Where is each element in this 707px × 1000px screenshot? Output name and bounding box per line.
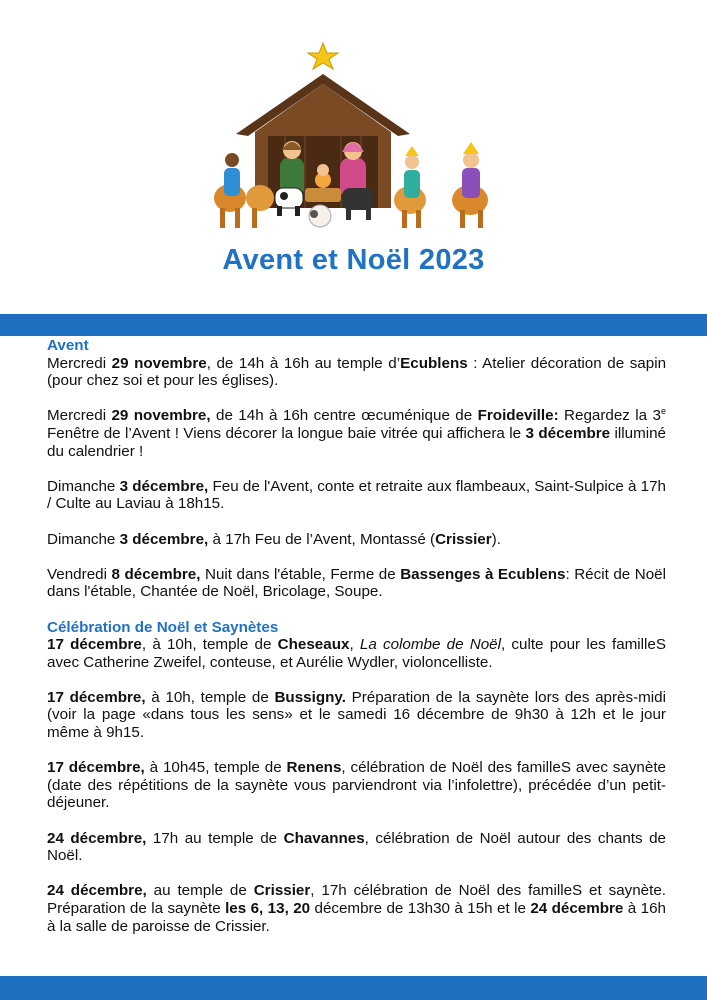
section-heading: Avent <box>47 337 89 354</box>
text-run: : Récit de Noël dans l'étable, Chantée de Noël, Bricolage, Soupe. <box>47 565 666 601</box>
text-run: Dimanche <box>47 530 120 548</box>
text-run: , à 10h, temple de <box>141 636 278 654</box>
text-run: à 10h45, temple de <box>144 759 287 777</box>
text-run: Bassenges à Ecublens <box>400 565 566 583</box>
text-run: Crissier <box>435 530 492 548</box>
text-run: ). <box>491 530 501 548</box>
event-paragraph <box>47 355 666 390</box>
text-run: 17 décembre, <box>47 759 145 777</box>
text-run: Froideville: <box>477 407 559 425</box>
text-run: , <box>349 636 360 654</box>
text-run: à 16h à la salle de paroisse de Crissier. <box>47 900 666 935</box>
text-run: au temple de <box>146 882 254 900</box>
text-run: 29 novembre <box>111 354 207 372</box>
event-paragraph <box>47 759 666 812</box>
section-heading: Célébration de Noël et Saynètes <box>47 618 279 636</box>
text-run: 8 décembre, <box>111 565 201 583</box>
text-run: e <box>660 406 666 417</box>
event-paragraph <box>47 531 666 549</box>
text-run: Vendredi <box>47 565 112 583</box>
event-paragraph <box>47 636 666 671</box>
text-run: La colombe de Noël <box>359 636 501 654</box>
text-run: à 10h, temple de <box>145 688 275 706</box>
text-run: à 17h Feu de l’Avent, Montassé ( <box>208 530 436 548</box>
event-paragraph <box>47 882 666 935</box>
text-run: , culte pour les familleS avec Catherine Zweifel, conteuse, et Aurélie Wydler, violoncelliste. <box>47 636 666 671</box>
text-run: , 17h célébration de Noël des familleS et saynète. Préparation de la saynète <box>47 882 667 917</box>
text-run: Regardez la 3 <box>558 407 661 425</box>
event-paragraph <box>47 830 666 865</box>
text-run: 17 décembre, <box>47 688 146 706</box>
text-run: 24 décembre <box>530 900 624 917</box>
text-run: 24 décembre, <box>47 882 147 900</box>
text-run: 24 décembre, <box>47 829 147 847</box>
header-band <box>0 314 707 336</box>
event-paragraph <box>47 478 666 513</box>
text-run: Chavannes <box>283 829 365 847</box>
text-run: , célébration de Noël des familleS avec saynète (date des répétitions de la saynète vous parviendront via l’infolettre), précédée d’un petit-déjeuner. <box>47 759 666 812</box>
text-run: 17h au temple de <box>146 829 284 847</box>
footer-band <box>0 976 707 1000</box>
text-run: Cheseaux <box>277 636 350 654</box>
text-run: 17 décembre <box>47 636 142 654</box>
nativity-scene-icon <box>210 38 500 233</box>
text-run: Mercredi <box>47 407 112 425</box>
text-run: Nuit dans l'étable, Ferme de <box>200 565 401 583</box>
text-run: Crissier <box>253 882 311 900</box>
text-run: Préparation de la saynète lors des après-midi (voir la page «dans tous les sens» et le samedi 16 décembre de 9h30 à 12h et le jour même à 9h15. <box>47 688 666 742</box>
text-run: , célébration de Noël autour des chants de Noël. <box>47 829 667 865</box>
text-run: décembre de 13h30 à 15h et le <box>310 900 531 917</box>
text-run: 3 décembre, <box>119 477 209 495</box>
text-run: Bussigny. <box>274 688 346 706</box>
text-run: , de 14h à 16h au temple d’ <box>206 354 401 372</box>
text-run: Fenêtre de l’Avent ! Viens décorer la longue baie vitrée qui affichera le <box>47 424 526 442</box>
text-run: Dimanche <box>47 477 120 495</box>
text-run: illuminé du calendrier ! <box>47 424 666 460</box>
document-body <box>47 337 666 935</box>
event-paragraph <box>47 689 666 742</box>
text-run: 3 décembre <box>525 424 611 442</box>
text-run: 3 décembre, <box>119 530 209 548</box>
text-run: les 6, 13, 20 <box>225 900 311 917</box>
text-run: Mercredi <box>47 354 112 372</box>
text-run: Renens <box>286 759 342 777</box>
text-run: Feu de l'Avent, conte et retraite aux flambeaux, Saint-Sulpice à 17h / Culte au Laviau à 18h15. <box>47 477 667 513</box>
text-run: Ecublens <box>400 354 468 372</box>
text-run: de 14h à 16h centre œcuménique de <box>210 407 478 425</box>
event-paragraph <box>47 566 666 601</box>
text-run: : Atelier décoration de sapin (pour chez soi et pour les églises). <box>47 354 667 390</box>
page-title: Avent et Noël 2023 <box>222 244 485 276</box>
event-paragraph <box>47 407 666 460</box>
text-run: 29 novembre, <box>111 407 211 425</box>
